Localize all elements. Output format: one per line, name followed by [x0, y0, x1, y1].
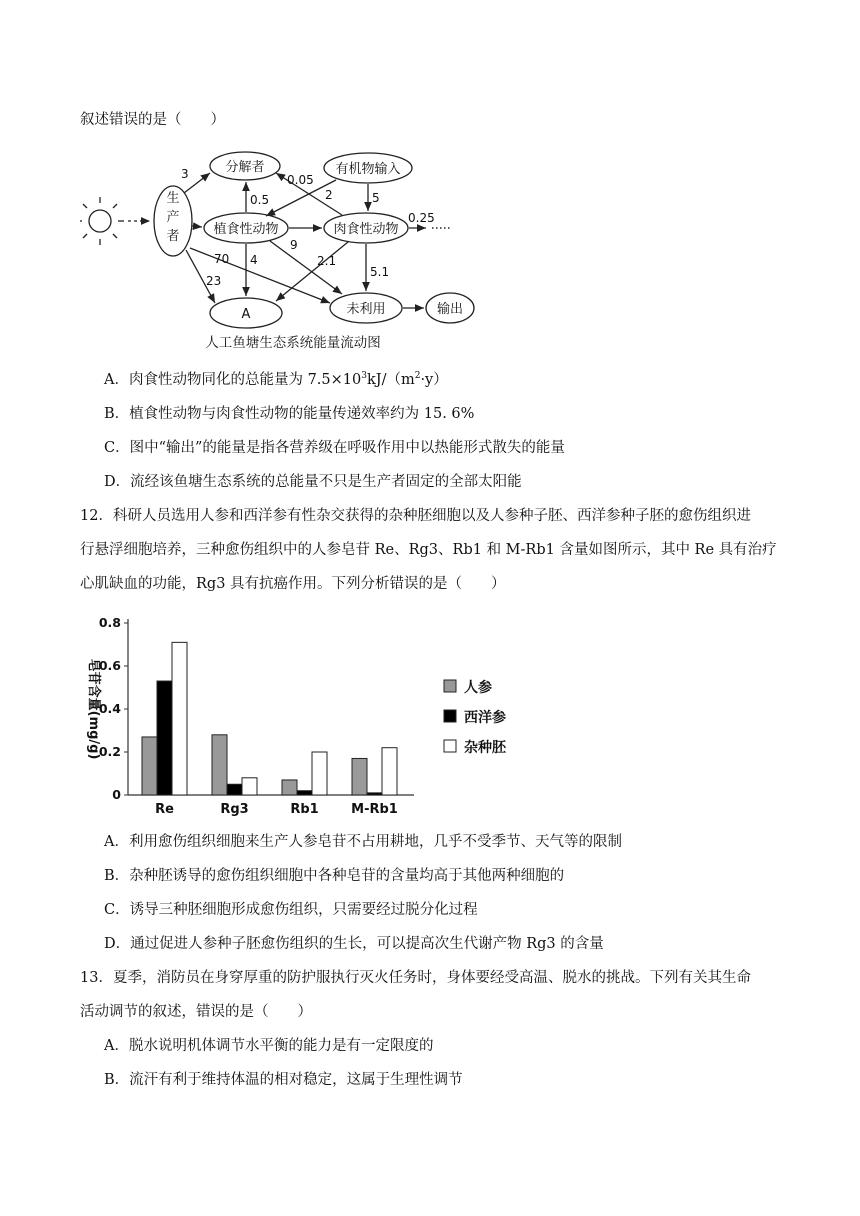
value-herb-a: 4 [250, 253, 258, 267]
y-tick-label: 0.2 [98, 744, 121, 759]
label-output: 输出 [436, 302, 464, 317]
y-tick-label: 0.6 [98, 658, 121, 673]
y-tick-label: 0.4 [98, 701, 121, 716]
label-herbivore: 植食性动物 [213, 222, 279, 237]
label-decomposer: 分解者 [225, 160, 265, 175]
q11-stem-tail: 叙述错误的是（ ） [80, 112, 225, 128]
value-herb-unused: 9 [290, 238, 298, 252]
bar [312, 752, 327, 795]
bar [352, 758, 367, 795]
label-unused: 未利用 [346, 302, 386, 317]
y-axis-label: 皂苷含量(mg/g) [86, 658, 101, 760]
q13-stem-line2: 活动调节的叙述，错误的是（ ） [80, 1004, 312, 1020]
q11-option-b: B．植食性动物与肉食性动物的能量传递效率约为 15. 6% [104, 406, 475, 422]
value-herb-decomp: 0.5 [250, 193, 270, 207]
legend-swatch [444, 680, 456, 692]
legend-label: 西洋参 [464, 710, 506, 726]
x-tick-label: M-Rb1 [351, 802, 398, 817]
label-organic-input: 有机物输入 [335, 162, 401, 177]
q12-option-b: B．杂种胚诱导的愈伤组织细胞中各种皂苷的含量均高于其他两种细胞的 [104, 868, 565, 884]
q11-option-c: C．图中“输出”的能量是指各营养级在呼吸作用中以热能形式散失的能量 [104, 440, 565, 456]
value-carn-decomp: 0.05 [287, 173, 314, 187]
y-tick-label: 0.8 [98, 615, 121, 630]
value-carn-a: 2.1 [317, 254, 337, 268]
value-carn-onward: 0.25 [408, 211, 435, 225]
legend-swatch [444, 740, 456, 752]
bar [212, 735, 227, 795]
diagram-caption: 人工鱼塘生态系统能量流动图 [205, 335, 381, 351]
q12-stem-line2: 行悬浮细胞培养，三种愈伤组织中的人参皂苷 Re、Rg3、Rb1 和 M-Rb1 含量如图所示，其中 Re 具有治疗 [80, 542, 777, 558]
value-carn-unused: 5.1 [370, 265, 390, 279]
bar [297, 791, 312, 795]
q12-option-c: C．诱导三种胚细胞形成愈伤组织，只需要经过脱分化过程 [104, 902, 478, 918]
saponin-bar-chart [76, 610, 536, 826]
q11-option-a: A．肉食性动物同化的总能量为 $7.5\times 10^3kJ/(m^2\cdot y)$ [104, 371, 448, 388]
q12-option-d: D．通过促进人参种子胚愈伤组织的生长，可以提高次生代谢产物 Rg3 的含量 [104, 936, 604, 952]
legend-swatch [444, 710, 456, 722]
q13-option-b: B．流汗有利于维持体温的相对稳定，这属于生理性调节 [104, 1072, 463, 1088]
bar [282, 780, 297, 795]
x-tick-label: Rg3 [220, 802, 249, 817]
q11-option-d: D．流经该鱼塘生态系统的总能量不只是生产者固定的全部太阳能 [104, 474, 522, 490]
q13-option-a: A．脱水说明机体调节水平衡的能力是有一定限度的 [104, 1038, 434, 1054]
bar [382, 748, 397, 795]
bar [367, 793, 382, 795]
label-a: A [241, 307, 251, 322]
x-tick-label: Rb1 [290, 802, 319, 817]
bar [157, 681, 172, 795]
y-tick-label: 0 [112, 787, 121, 802]
value-input-carn: 5 [372, 191, 380, 205]
q13-stem-line1: 13．夏季，消防员在身穿厚重的防护服执行灭火任务时，身体要经受高温、脱水的挑战。下列有关其生命 [80, 970, 751, 986]
bar [142, 737, 157, 795]
q12-stem-line3: 心肌缺血的功能，Rg3 具有抗癌作用。下列分析错误的是（ ） [80, 576, 506, 592]
x-tick-label: Re [155, 802, 174, 817]
bar [227, 784, 242, 795]
energy-flow-diagram [80, 148, 480, 354]
label-producer: 生产者 [166, 191, 180, 244]
label-carnivore: 肉食性动物 [333, 222, 399, 237]
q12-option-a: A．利用愈伤组织细胞来生产人参皂苷不占用耕地，几乎不受季节、天气等的限制 [104, 834, 622, 850]
q12-stem-line1: 12．科研人员选用人参和西洋参有性杂交获得的杂种胚细胞以及人参种子胚、西洋参种子胚的愈伤组织进 [80, 508, 751, 524]
bar [242, 778, 257, 795]
value-prod-unused: 23 [206, 274, 222, 288]
bar [172, 642, 187, 795]
sun-icon [89, 210, 111, 232]
value-input-herb: 2 [325, 188, 333, 202]
value-prod-decomp: 3 [181, 167, 189, 181]
value-prod-a: 70 [214, 252, 230, 266]
legend-label: 人参 [464, 680, 492, 696]
legend-label: 杂种胚 [464, 740, 506, 756]
